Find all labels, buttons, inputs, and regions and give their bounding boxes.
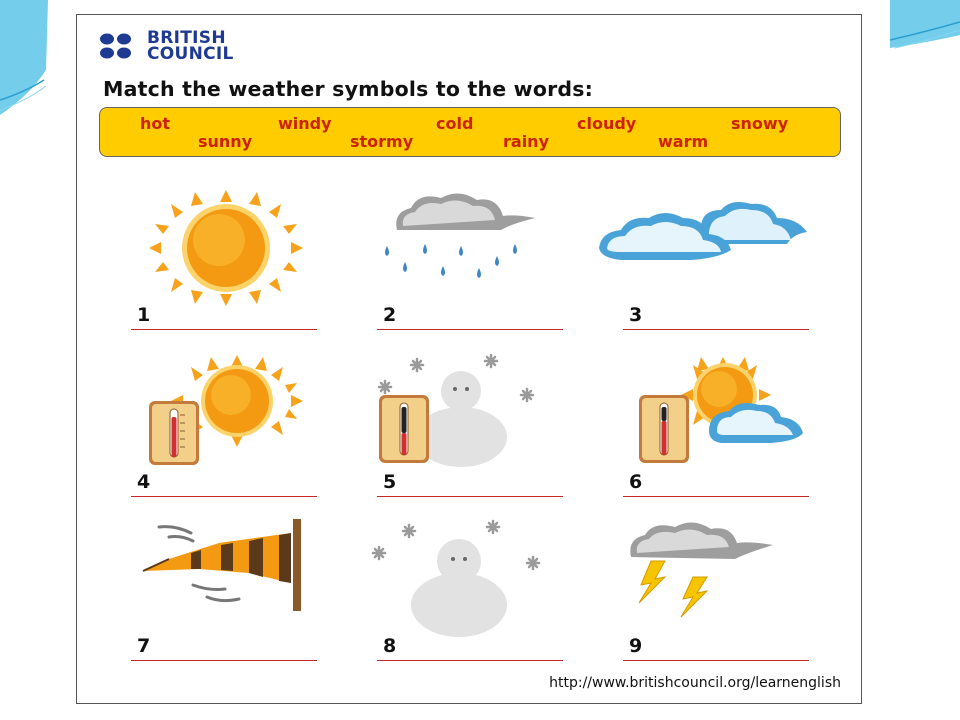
rain-cloud-icon [375,188,565,308]
slide-decoration-right [860,0,960,60]
word-bank-item: cloudy [577,114,637,133]
item-number: 4 [137,471,151,493]
weather-item-3 [621,188,811,348]
storm-cloud-lightning-icon [621,519,811,639]
item-number: 2 [383,304,397,326]
sun-thermometer-hot-icon [129,355,319,475]
answer-line[interactable] [623,660,809,661]
item-number: 9 [629,635,643,657]
answer-line[interactable] [377,660,563,661]
sun-cloud-thermometer-warm-icon [621,355,811,475]
word-bank-item: rainy [503,132,549,151]
snowman-icon [375,519,565,639]
word-bank-item: cold [436,114,474,133]
snowman-thermometer-cold-icon [375,355,565,475]
british-council-logo [99,30,234,62]
logo-line-1: BRITISH [147,28,226,48]
weather-item-6 [621,355,811,515]
word-bank-item: hot [140,114,171,133]
word-bank-item: warm [658,132,709,151]
word-bank [99,107,841,157]
item-number: 6 [629,471,643,493]
logo-text [147,30,234,62]
logo-dots-icon [99,32,141,60]
clouds-icon [621,188,811,308]
windsock-icon [129,519,319,639]
word-bank-item: snowy [731,114,789,133]
weather-item-2 [375,188,565,348]
logo-line-2: COUNCIL [147,44,234,64]
item-number: 5 [383,471,397,493]
word-bank-item: stormy [350,132,414,151]
answer-line[interactable] [131,660,317,661]
word-bank-item: sunny [198,132,253,151]
answer-line[interactable] [623,329,809,330]
weather-item-9 [621,519,811,679]
item-number: 7 [137,635,151,657]
weather-item-5 [375,355,565,515]
worksheet [76,14,862,704]
page-title: Match the weather symbols to the words: [103,77,594,101]
answer-line[interactable] [377,329,563,330]
weather-item-4 [129,355,319,515]
answer-line[interactable] [131,329,317,330]
weather-item-8 [375,519,565,679]
answer-line[interactable] [623,496,809,497]
answer-line[interactable] [131,496,317,497]
weather-item-7 [129,519,319,679]
slide-decoration-left [0,0,60,130]
footer-url[interactable]: http://www.britishcouncil.org/learnenglish [549,675,841,691]
item-number: 8 [383,635,397,657]
item-number: 3 [629,304,643,326]
sun-icon [129,188,319,308]
item-number: 1 [137,304,151,326]
answer-line[interactable] [377,496,563,497]
word-bank-item: windy [278,114,332,133]
weather-item-1 [129,188,319,348]
